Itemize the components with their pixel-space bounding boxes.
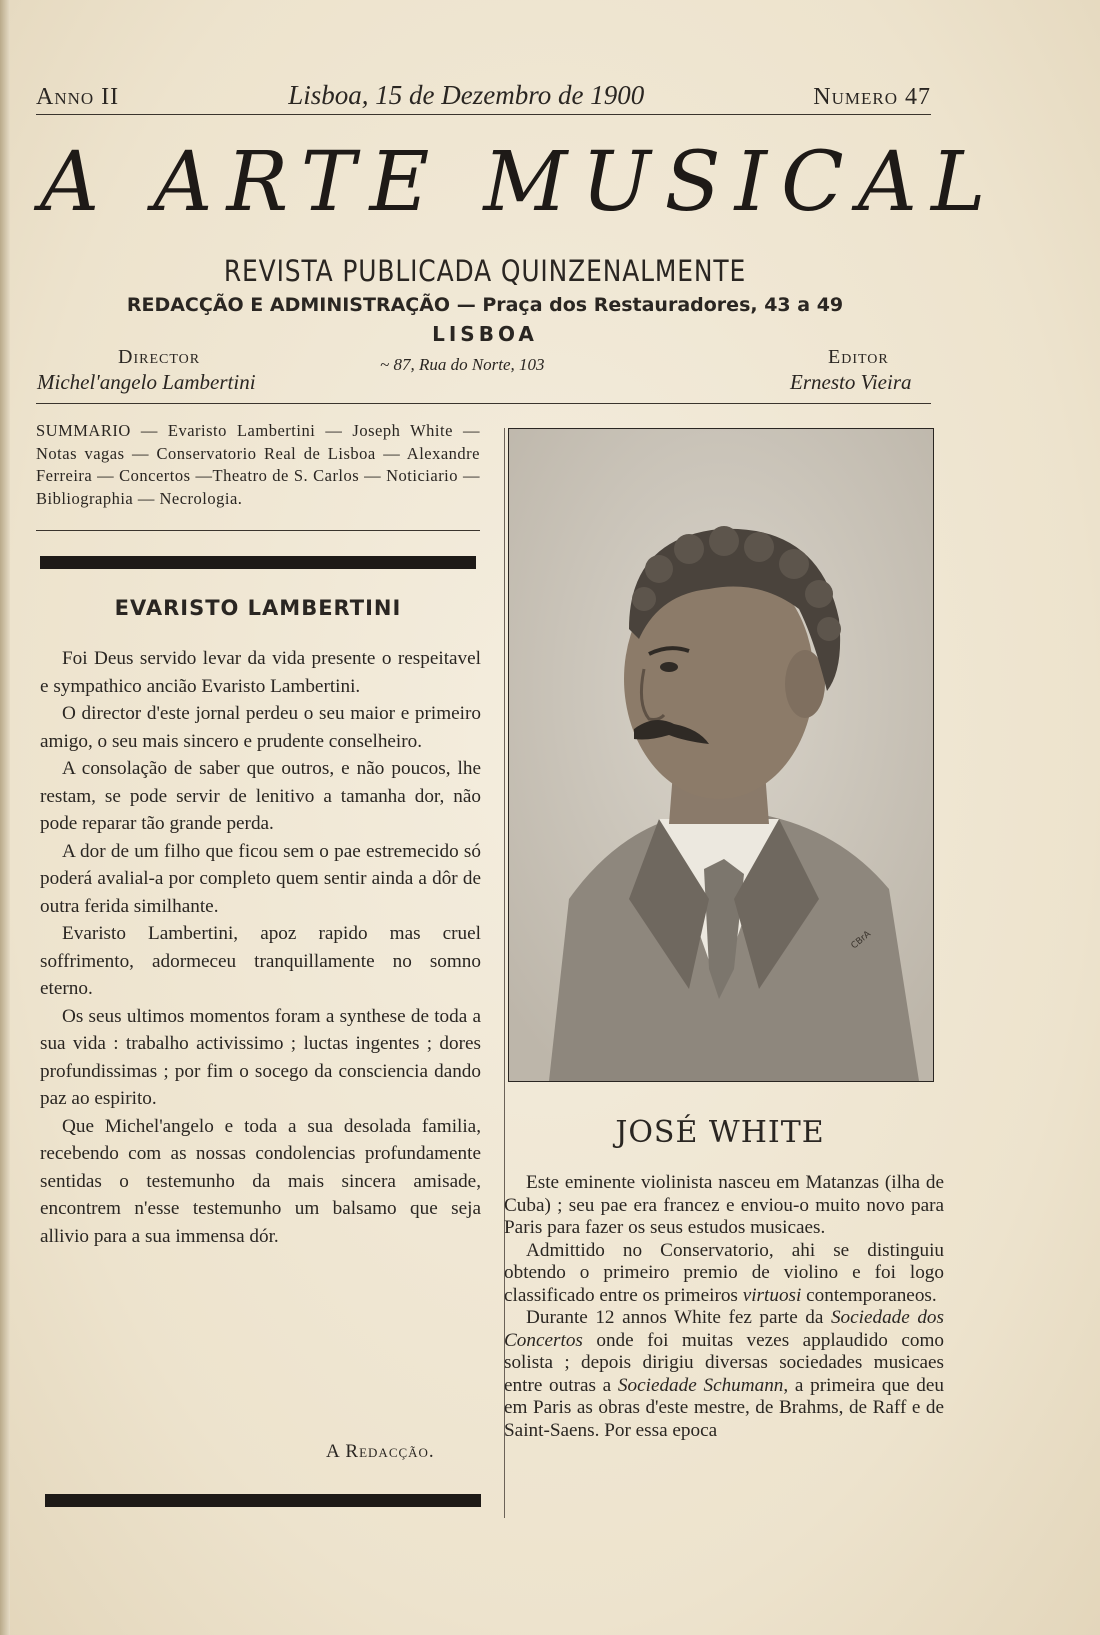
issue-header bbox=[36, 80, 931, 111]
portrait-illustration bbox=[509, 429, 933, 1081]
emphasis-run: Sociedade Schumann bbox=[617, 1374, 784, 1396]
masthead-rule bbox=[36, 403, 931, 404]
obituary-text bbox=[40, 645, 481, 1250]
summary-rule bbox=[36, 530, 480, 531]
biography-text bbox=[504, 1172, 944, 1442]
office-address: ~ 87, Rua do Norte, 103 bbox=[380, 355, 545, 374]
text-run: Durante 12 annos White fez parte da bbox=[526, 1307, 831, 1328]
issue-number: Numero 47 bbox=[813, 84, 931, 110]
obituary-paragraph: A dor de um filho que ficou sem o pae estremecido só poderá avalial-a por completo quem sentir ainda a dôr de outra ferida similhante. bbox=[40, 840, 481, 917]
administration-line: REDACÇÃO E ADMINISTRAÇÃO — Praça dos Restauradores, 43 a 49 bbox=[126, 294, 844, 316]
masthead-subtitle: REVISTA PUBLICADA QUINZENALMENTE bbox=[223, 254, 747, 288]
obituary-paragraph: Os seus ultimos momentos foram a synthese de toda a sua vida : trabalho activissimo ; luctas ingentes ; dores profundissimas ; por fim o socego da consciencia dando paz ao espirito. bbox=[40, 1005, 481, 1109]
biography-title: JOSÉ WHITE bbox=[615, 1115, 825, 1150]
masthead-title: A ARTE MUSICAL bbox=[40, 135, 1000, 230]
director-name: Michel'angelo Lambertini bbox=[37, 370, 256, 394]
obituary-paragraph: Evaristo Lambertini, apoz rapido mas cruel soffrimento, adormeceu tranquillamente no somno eterno. bbox=[40, 923, 481, 999]
text-run: onde foi muitas vezes applaudido como solista ; depois dirigiu diversas sociedades musicaes entre outras a bbox=[504, 1329, 944, 1396]
emphasis-run: Sociedade dos Concertos bbox=[504, 1307, 944, 1351]
engraver-mark: CBrA bbox=[849, 929, 874, 952]
page-binding-edge bbox=[0, 0, 10, 1635]
obituary-signature: A Redacção. bbox=[326, 1441, 435, 1462]
biography-paragraph: Este eminente violinista nasceu em Matanzas (ilha de Cuba) ; seu pae era francez e enviou-o muito novo para Paris para fazer os seus estudos musicaes. bbox=[504, 1172, 944, 1238]
obituary-paragraph: A consolação de saber que outros, e não poucos, lhe restam, se pode servir de lenitivo a tamanha dor, não pode reparar tão grande perda. bbox=[40, 758, 481, 834]
editor-name: Ernesto Vieira bbox=[790, 370, 912, 394]
text-run: , a primeira que deu em Paris as obras d'este mestre, de Brahms, de Raff e de Saint-Saens. Por essa epoca bbox=[504, 1374, 944, 1441]
emphasis-run: virtuosi bbox=[742, 1284, 802, 1306]
editor-role: Editor bbox=[828, 346, 889, 368]
text-run: Admittido no Conservatorio, ahi se distinguiu obtendo o primeiro premio de violino e foi logo classificado entre os primeiros bbox=[504, 1239, 944, 1306]
city-label: LISBOA bbox=[432, 322, 538, 346]
obituary-title: EVARISTO LAMBERTINI bbox=[114, 596, 402, 620]
section-divider-bottom bbox=[45, 1494, 481, 1507]
volume-label: Anno II bbox=[36, 84, 120, 110]
section-divider-top bbox=[40, 556, 476, 569]
header-rule bbox=[36, 114, 931, 115]
issue-date: Lisboa, 15 de Dezembro de 1900 bbox=[288, 80, 645, 110]
director-role: Director bbox=[118, 346, 201, 368]
text-run: contemporaneos. bbox=[801, 1284, 937, 1306]
obituary-paragraph: Foi Deus servido levar da vida presente o respeitavel e sympathico ancião Evaristo Lambertini. bbox=[40, 648, 481, 697]
biography-paragraph bbox=[504, 1307, 944, 1442]
portrait-photo bbox=[508, 428, 934, 1082]
biography-paragraph bbox=[504, 1240, 944, 1308]
obituary-paragraph: Que Michel'angelo e toda a sua desolada familia, recebendo com as nossas condolencias profundamente sentidas o testemunho da mais sincera amisade, encontrem n'esse testemunho um balsamo que seja allivio para a sua immensa dór. bbox=[40, 1115, 481, 1247]
summary-box: SUMMARIO — Evaristo Lambertini — Joseph White — Notas vagas — Conservatorio Real de Lisboa — Alexandre Ferreira — Concertos —Theatro de S. Carlos — Noticiario — Bibliographia — Necrologia. bbox=[36, 421, 480, 508]
obituary-paragraph: O director d'este jornal perdeu o seu maior e primeiro amigo, o seu mais sincero e prudente conselheiro. bbox=[40, 703, 481, 752]
